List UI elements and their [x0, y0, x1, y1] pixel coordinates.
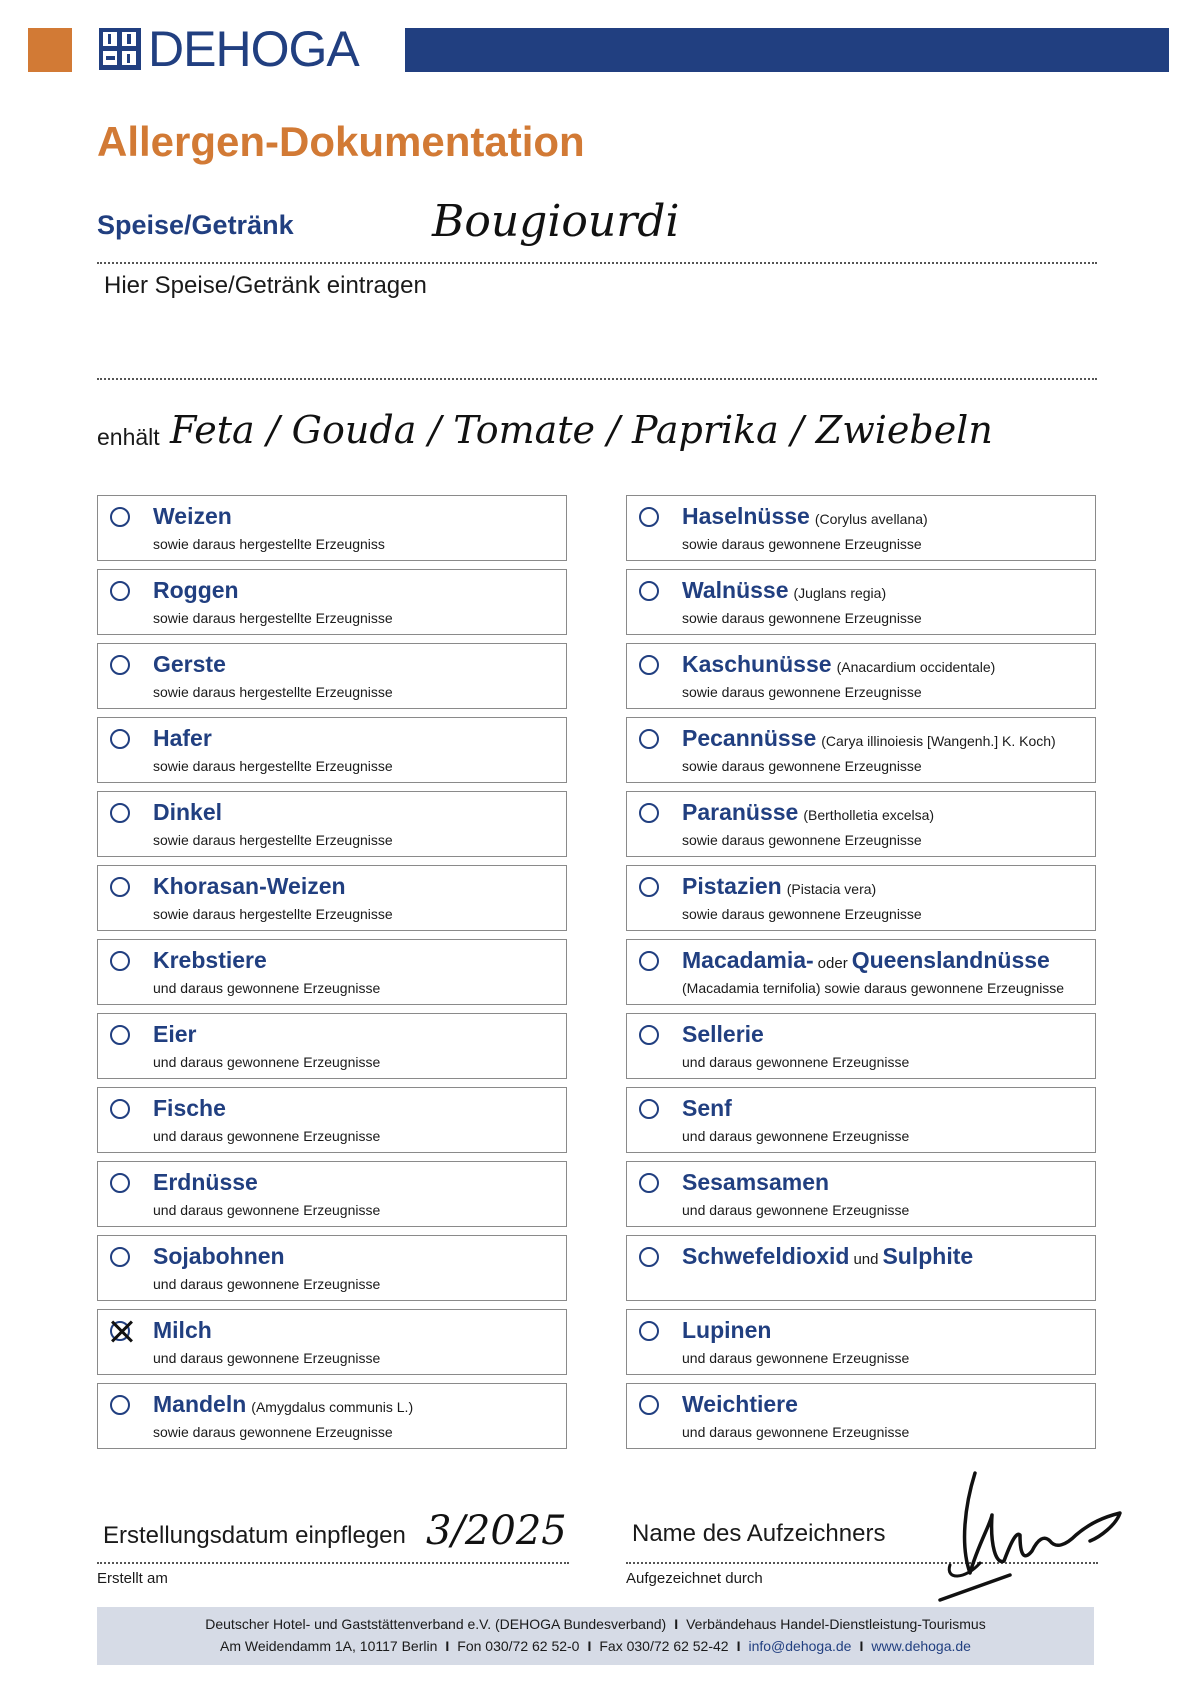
date-prompt: Erstellungsdatum einpflegen [103, 1522, 406, 1549]
allergen-item[interactable] [97, 1013, 567, 1079]
dehoga-emblem-icon [98, 27, 142, 71]
allergen-description: und daraus gewonnene Erzeugnisse [682, 1424, 910, 1440]
allergen-title-line [682, 799, 934, 826]
footer-line-1 [97, 1616, 1094, 1632]
radio-unchecked-icon[interactable] [110, 729, 130, 749]
allergen-item[interactable] [97, 1309, 567, 1375]
allergen-name: Weichtiere [682, 1391, 798, 1417]
allergen-scientific-name: (Amygdalus communis L.) [251, 1399, 414, 1415]
allergen-item[interactable] [626, 1087, 1096, 1153]
contains-label: enhält [97, 424, 160, 450]
allergen-title-line [682, 1095, 732, 1122]
allergen-name: Roggen [153, 577, 239, 603]
allergen-name: Walnüsse [682, 577, 789, 603]
allergen-title-line [682, 651, 995, 678]
radio-unchecked-icon[interactable] [639, 1173, 659, 1193]
allergen-title-line [682, 503, 928, 530]
allergen-name: Erdnüsse [153, 1169, 258, 1195]
allergen-description: sowie daraus hergestellte Erzeugnisse [153, 906, 393, 922]
footer-address: Am Weidendamm 1A, 10117 Berlin [220, 1638, 438, 1654]
allergen-item[interactable] [626, 1013, 1096, 1079]
radio-unchecked-icon[interactable] [110, 951, 130, 971]
allergen-item[interactable] [97, 643, 567, 709]
allergen-title-line [682, 947, 1050, 974]
radio-unchecked-icon[interactable] [639, 581, 659, 601]
allergen-item[interactable] [626, 495, 1096, 561]
allergen-item[interactable] [97, 717, 567, 783]
allergen-item[interactable] [626, 643, 1096, 709]
allergen-name: Eier [153, 1021, 197, 1047]
footer-email-link[interactable]: info@dehoga.de [748, 1638, 852, 1654]
allergen-name: Mandeln [153, 1391, 247, 1417]
allergen-title-line [153, 651, 226, 678]
radio-unchecked-icon[interactable] [110, 1025, 130, 1045]
allergen-description: und daraus gewonnene Erzeugnisse [682, 1350, 910, 1366]
allergen-name: Haselnüsse [682, 503, 810, 529]
allergen-name: Milch [153, 1317, 212, 1343]
recorder-label: Aufgezeichnet durch [626, 1570, 763, 1587]
allergen-description: sowie daraus hergestellte Erzeugniss [153, 536, 385, 552]
allergen-description: (Macadamia ternifolia) sowie daraus gewonnene Erzeugnisse [682, 980, 1065, 996]
contains-handwritten-value[interactable]: Feta / Gouda / Tomate / Paprika / Zwiebeln [170, 408, 993, 452]
radio-unchecked-icon[interactable] [110, 507, 130, 527]
allergen-item[interactable] [626, 569, 1096, 635]
allergen-name: Lupinen [682, 1317, 772, 1343]
footer-separator: I [445, 1638, 450, 1654]
radio-unchecked-icon[interactable] [639, 951, 659, 971]
allergen-item[interactable] [97, 1383, 567, 1449]
recorder-signature [920, 1465, 1160, 1610]
allergen-scientific-name: (Juglans regia) [793, 585, 887, 601]
allergen-title-line [153, 1243, 285, 1270]
allergen-description: und daraus gewonnene Erzeugnisse [153, 980, 381, 996]
allergen-title-line [153, 1317, 212, 1344]
allergen-item[interactable] [626, 865, 1096, 931]
allergen-item[interactable] [97, 865, 567, 931]
allergen-item[interactable] [97, 1087, 567, 1153]
radio-unchecked-icon[interactable] [639, 803, 659, 823]
footer-separator: I [736, 1638, 741, 1654]
allergen-description: sowie daraus gewonnene Erzeugnisse [682, 758, 922, 774]
allergen-name: Dinkel [153, 799, 223, 825]
allergen-item[interactable] [97, 569, 567, 635]
header-orange-block [28, 28, 72, 72]
allergen-description: und daraus gewonnene Erzeugnisse [682, 1054, 910, 1070]
allergen-name: Kaschunüsse [682, 651, 832, 677]
allergen-description: und daraus gewonnene Erzeugnisse [153, 1350, 381, 1366]
allergen-name: Gerste [153, 651, 226, 677]
allergen-item[interactable] [97, 495, 567, 561]
allergen-item[interactable] [626, 1309, 1096, 1375]
allergen-scientific-name: (Corylus avellana) [814, 511, 928, 527]
radio-checked-icon[interactable] [110, 1321, 130, 1341]
allergen-name: Pecannüsse [682, 725, 817, 751]
brand-name: DEHOGA [148, 21, 359, 77]
allergen-item[interactable] [626, 939, 1096, 1005]
radio-unchecked-icon[interactable] [110, 803, 130, 823]
allergen-title-line [682, 1169, 829, 1196]
radio-unchecked-icon[interactable] [639, 1395, 659, 1415]
allergen-name: Hafer [153, 725, 212, 751]
dish-line [97, 262, 1097, 264]
radio-unchecked-icon[interactable] [110, 877, 130, 897]
footer-separator: I [587, 1638, 592, 1654]
radio-unchecked-icon[interactable] [110, 655, 130, 675]
allergen-name: Khorasan-Weizen [153, 873, 346, 899]
allergen-name: Fische [153, 1095, 226, 1121]
header-blue-bar [405, 28, 1169, 72]
allergen-title-line [682, 725, 1056, 752]
allergen-name: Senf [682, 1095, 732, 1121]
allergen-name-secondary: Queenslandnüsse [851, 947, 1050, 973]
allergen-item[interactable] [626, 1161, 1096, 1227]
radio-unchecked-icon[interactable] [110, 1099, 130, 1119]
allergen-description: sowie daraus gewonnene Erzeugnisse [682, 832, 922, 848]
allergen-description: sowie daraus hergestellte Erzeugnisse [153, 610, 393, 626]
allergen-description: sowie daraus gewonnene Erzeugnisse [682, 610, 922, 626]
dish-line-2 [97, 378, 1097, 380]
radio-unchecked-icon[interactable] [639, 507, 659, 527]
allergen-title-line [682, 873, 876, 900]
allergen-description: sowie daraus gewonnene Erzeugnisse [153, 1424, 393, 1440]
dish-label: Speise/Getränk [97, 210, 294, 240]
allergen-description: sowie daraus gewonnene Erzeugnisse [682, 684, 922, 700]
footer-fax: Fax 030/72 62 52-42 [599, 1638, 729, 1654]
radio-unchecked-icon[interactable] [639, 877, 659, 897]
allergen-description: und daraus gewonnene Erzeugnisse [682, 1202, 910, 1218]
dehoga-logo [98, 21, 359, 77]
allergen-item[interactable] [97, 1235, 567, 1301]
allergen-title-line [153, 1021, 196, 1048]
allergen-title-line [153, 799, 222, 826]
allergen-name-secondary: Sulphite [882, 1243, 974, 1269]
allergen-description: sowie daraus gewonnene Erzeugnisse [682, 536, 922, 552]
date-handwritten-value[interactable]: 3/2025 [426, 1508, 567, 1554]
allergen-name: Paranüsse [682, 799, 799, 825]
allergen-scientific-name: (Anacardium occidentale) [836, 659, 996, 675]
allergen-scientific-name: (Bertholletia excelsa) [803, 807, 935, 823]
dish-handwritten-value[interactable]: Bougiourdi [432, 196, 680, 247]
allergen-title-line [153, 725, 212, 752]
allergen-name: Krebstiere [153, 947, 267, 973]
allergen-title-line [153, 1391, 413, 1418]
footer-line-2 [97, 1638, 1094, 1654]
allergen-title-line [153, 873, 346, 900]
radio-unchecked-icon[interactable] [639, 655, 659, 675]
allergen-description: sowie daraus hergestellte Erzeugnisse [153, 758, 393, 774]
recorder-prompt: Name des Aufzeichners [632, 1520, 886, 1547]
radio-unchecked-icon[interactable] [110, 1395, 130, 1415]
allergen-title-line [682, 577, 886, 604]
date-label: Erstellt am [97, 1570, 168, 1587]
allergen-name: Schwefeldioxid [682, 1243, 850, 1269]
allergen-description: und daraus gewonnene Erzeugnisse [153, 1202, 381, 1218]
allergen-item[interactable] [626, 717, 1096, 783]
radio-unchecked-icon[interactable] [639, 1099, 659, 1119]
allergen-name: Macadamia- [682, 947, 814, 973]
radio-unchecked-icon[interactable] [639, 1025, 659, 1045]
allergen-description: sowie daraus hergestellte Erzeugnisse [153, 832, 393, 848]
allergen-scientific-name: (Pistacia vera) [786, 881, 877, 897]
allergen-title-line [153, 1095, 226, 1122]
radio-unchecked-icon[interactable] [110, 581, 130, 601]
allergen-connector: oder [817, 955, 848, 972]
allergen-connector: und [853, 1251, 879, 1268]
allergen-title-line [682, 1317, 771, 1344]
allergen-item[interactable] [97, 791, 567, 857]
allergen-description: und daraus gewonnene Erzeugnisse [153, 1054, 381, 1070]
allergen-item[interactable] [97, 1161, 567, 1227]
allergen-description: sowie daraus gewonnene Erzeugnisse [682, 906, 922, 922]
radio-unchecked-icon[interactable] [110, 1247, 130, 1267]
allergen-item[interactable] [626, 1235, 1096, 1301]
dish-hint: Hier Speise/Getränk eintragen [104, 272, 427, 299]
footer-separator: I [674, 1616, 679, 1632]
allergen-description: sowie daraus hergestellte Erzeugnisse [153, 684, 393, 700]
allergen-name: Pistazien [682, 873, 782, 899]
allergen-name: Weizen [153, 503, 232, 529]
radio-unchecked-icon[interactable] [639, 1247, 659, 1267]
allergen-description: und daraus gewonnene Erzeugnisse [153, 1276, 381, 1292]
allergen-title-line [153, 503, 232, 530]
allergen-title-line [153, 577, 239, 604]
footer-band [97, 1607, 1094, 1665]
allergen-name: Sojabohnen [153, 1243, 285, 1269]
allergen-item[interactable] [626, 1383, 1096, 1449]
allergen-name: Sellerie [682, 1021, 764, 1047]
allergen-title-line [153, 1169, 258, 1196]
footer-building: Verbändehaus Handel-Dienstleistung-Tourismus [686, 1616, 986, 1632]
allergen-title-line [153, 947, 267, 974]
allergen-title-line [682, 1021, 764, 1048]
radio-unchecked-icon[interactable] [639, 1321, 659, 1341]
radio-unchecked-icon[interactable] [639, 729, 659, 749]
allergen-scientific-name: (Carya illinoiesis [Wangenh.] K. Koch) [821, 733, 1056, 749]
allergen-description: und daraus gewonnene Erzeugnisse [153, 1128, 381, 1144]
date-line [97, 1562, 569, 1564]
allergen-title-line [682, 1391, 798, 1418]
radio-unchecked-icon[interactable] [110, 1173, 130, 1193]
allergen-description: und daraus gewonnene Erzeugnisse [682, 1128, 910, 1144]
footer-association: Deutscher Hotel- und Gaststättenverband e.V. (DEHOGA Bundesverband) [205, 1616, 667, 1632]
allergen-item[interactable] [626, 791, 1096, 857]
allergen-name: Sesamsamen [682, 1169, 830, 1195]
allergen-item[interactable] [97, 939, 567, 1005]
page-title: Allergen-Dokumentation [97, 118, 585, 165]
footer-web-link[interactable]: www.dehoga.de [871, 1638, 971, 1654]
footer-phone: Fon 030/72 62 52-0 [457, 1638, 580, 1654]
footer-separator: I [859, 1638, 864, 1654]
allergen-title-line [682, 1243, 973, 1270]
